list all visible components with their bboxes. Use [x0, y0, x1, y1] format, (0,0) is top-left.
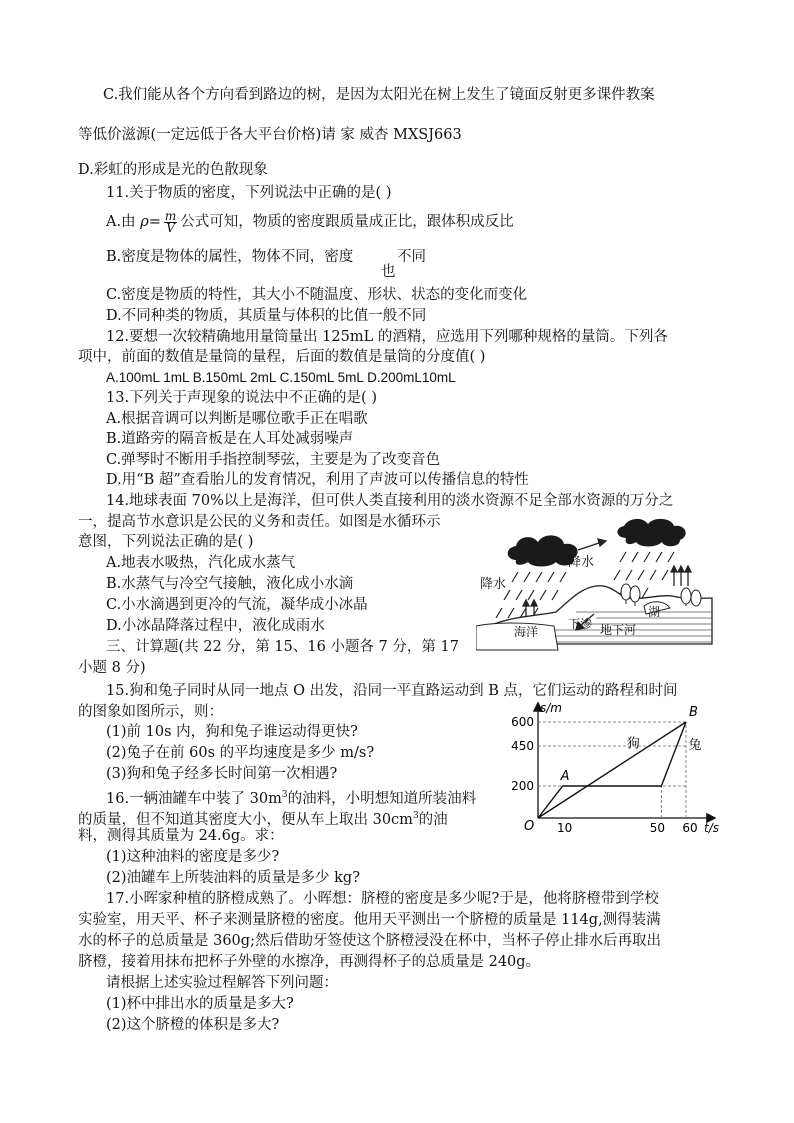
- lake-label: 湖: [648, 605, 661, 619]
- density-fraction: [164, 208, 177, 235]
- q15-part3: (3)狗和兔子经多长时间第一次相遇?: [106, 766, 338, 782]
- fraction-denominator: V: [166, 220, 175, 235]
- q15-line1: 15.狗和兔子同时从同一地点 O 出发，沿同一平直路运动到 B 点，它们运动的路程和时间: [106, 683, 678, 699]
- rho-symbol: ρ=: [140, 214, 161, 230]
- seep-label: 下渗: [568, 617, 593, 631]
- cloud-drift-arrow-icon: [578, 539, 606, 550]
- point-label-A: A: [560, 769, 570, 784]
- sea-label: 海洋: [514, 625, 539, 639]
- q14-line3: 意图，下列说法正确的是( ): [78, 534, 254, 550]
- x-tick-label: 60: [682, 821, 698, 835]
- q13-option-b: B.道路旁的隔音板是在人耳处减弱噪声: [106, 431, 354, 447]
- q15-line2: 的图象如图所示，则：: [78, 704, 223, 720]
- section3-line2: 小题 8 分): [78, 660, 146, 676]
- q16-line1-a: 16.一辆油罐车中装了 30m: [106, 790, 282, 807]
- q17-part2: (2)这个脐橙的体积是多大?: [106, 1017, 280, 1033]
- q17-line4: 脐橙，接着用抹布把杯子外壁的水擦净，再测得杯子的总质量是 240g。: [78, 954, 541, 970]
- q11-stem: 11.关于物质的密度，下列说法中正确的是( ): [106, 185, 392, 201]
- q14-option-a: A.地表水吸热，汽化成水蒸气: [106, 555, 296, 571]
- option-c-line: C.我们能从各个方向看到路边的树，是因为太阳光在树上发生了镜面反射更多课件教案: [103, 87, 655, 103]
- point-label-B: B: [689, 705, 698, 720]
- q12-line2: 项中，前面的数值是量筒的量程，后面的数值是量筒的分度值( ): [78, 349, 486, 365]
- q16-part1: (1)这种油料的密度是多少?: [106, 849, 280, 865]
- fraction-numerator: m: [164, 208, 177, 223]
- point-labels: [560, 705, 702, 784]
- q17-part1: (1)杯中排出水的质量是多大?: [106, 996, 294, 1012]
- q15-part2: (2)兔子在前 60s 的平均速度是多少 m/s?: [106, 745, 375, 761]
- superscript-3: 3: [412, 811, 419, 821]
- q11-a-prefix: A.由: [106, 214, 141, 230]
- cloud-right-icon: [617, 519, 685, 547]
- rain-top-label: 降水: [568, 555, 595, 570]
- q17-line3: 水的杯子的总质量是 360g;然后借助牙签使这个脐橙浸没在杯中，当杯子停止排水后再取出: [78, 933, 661, 949]
- q14-option-d: D.小冰晶降落过程中，液化成雨水: [106, 618, 325, 634]
- x-tick-label: 50: [649, 821, 665, 835]
- q14-option-c: C.小水滴遇到更冷的气流，凝华成小冰晶: [106, 597, 368, 613]
- q11-option-b-part2: 不同: [397, 249, 426, 265]
- q14-line2: 一，提高节水意识是公民的义务和责任。如图是水循环示: [78, 514, 441, 530]
- q12-line1: 12.要想一次较精确地用量筒量出 125mL 的酒精，应选用下列哪种规格的量筒。下列各: [106, 329, 668, 345]
- q11-option-a: [106, 209, 514, 235]
- q17-line5: 请根据上述实验过程解答下列问题：: [106, 975, 338, 991]
- y-tick-label: 600: [511, 715, 534, 729]
- q13-stem: 13.下列关于声现象的说法中不正确的是( ): [106, 390, 377, 406]
- q16-line2-a: 的质量，但不知道其密度大小，便从车上取出 30cm: [78, 811, 413, 828]
- y-tick-label: 200: [511, 779, 534, 793]
- x-axis-label: t/s: [704, 821, 719, 835]
- series-label-dog: 狗: [626, 736, 640, 752]
- y-axis-label: s/m: [540, 701, 562, 715]
- underground-river-label: 地下河: [600, 623, 637, 637]
- q11-option-d: D.不同种类的物质，其质量与体积的比值一般不同: [106, 308, 427, 324]
- distance-time-chart: [500, 698, 730, 838]
- q15-part1: (1)前 10s 内，狗和兔子谁运动得更快?: [106, 724, 358, 740]
- q11-option-b-part1: B.密度是物体的属性，物体不同，密度: [106, 249, 354, 265]
- q14-option-b: B.水蒸气与冷空气接触，液化成小水滴: [106, 576, 354, 592]
- q11-a-suffix: 公式可知，物质的密度跟质量成正比，跟体积成反比: [180, 214, 514, 230]
- q13-option-c: C.弹琴时不断用手指控制琴弦，主要是为了改变音色: [106, 452, 441, 468]
- option-d-line: D.彩虹的形成是光的色散现象: [78, 162, 268, 178]
- water-cycle-diagram: [476, 516, 720, 656]
- q16-line2-b: 的油: [418, 811, 448, 828]
- origin-label: O: [524, 819, 535, 834]
- q16-line1-b: 的油料，小明想知道所装油料: [287, 790, 477, 807]
- q11-option-b-ye: 也: [381, 264, 396, 280]
- q14-line1: 14.地球表面 70%以上是海洋，但可供人类直接利用的淡水资源不足全部水资源的万分之: [106, 493, 674, 509]
- q16-part2: (2)油罐车上所装油料的质量是多少 kg?: [106, 870, 360, 886]
- q13-option-d: D.用“B 超”查看胎儿的发育情况，利用了声波可以传播信息的特性: [106, 472, 529, 488]
- superscript-3: 3: [281, 790, 288, 800]
- q12-options: A.100mL 1mL B.150mL 2mL C.150mL 5mL D.200mL10mL: [106, 370, 456, 385]
- q11-option-c: C.密度是物质的特性，其大小不随温度、形状、状态的变化而变化: [106, 287, 528, 303]
- y-tick-label: 450: [511, 739, 534, 753]
- q17-line2: 实验室，用天平、杯子来测量脐橙的密度。他用天平测出一个脐橙的质量是 114g,测得装满: [78, 912, 661, 928]
- q17-line1: 17.小晖家种植的脐橙成熟了。小晖想：脐橙的密度是多少呢?于是，他将脐橙带到学校: [106, 891, 659, 907]
- rain-left-label: 降水: [480, 577, 507, 592]
- ad-line: 等低价滋源(一定远低于各大平台价格)请 家 威杏 MXSJ663: [78, 127, 462, 143]
- series-label-rabbit: 兔: [688, 738, 702, 754]
- q13-option-a: A.根据音调可以判断是哪位歌手正在唱歌: [106, 411, 368, 427]
- x-tick-label: 10: [557, 821, 573, 835]
- section3-line1: 三、计算题(共 22 分，第 15、16 小题各 7 分，第 17: [106, 639, 459, 655]
- q16-line3: 料，测得其质量为 24.6g。求：: [78, 828, 284, 844]
